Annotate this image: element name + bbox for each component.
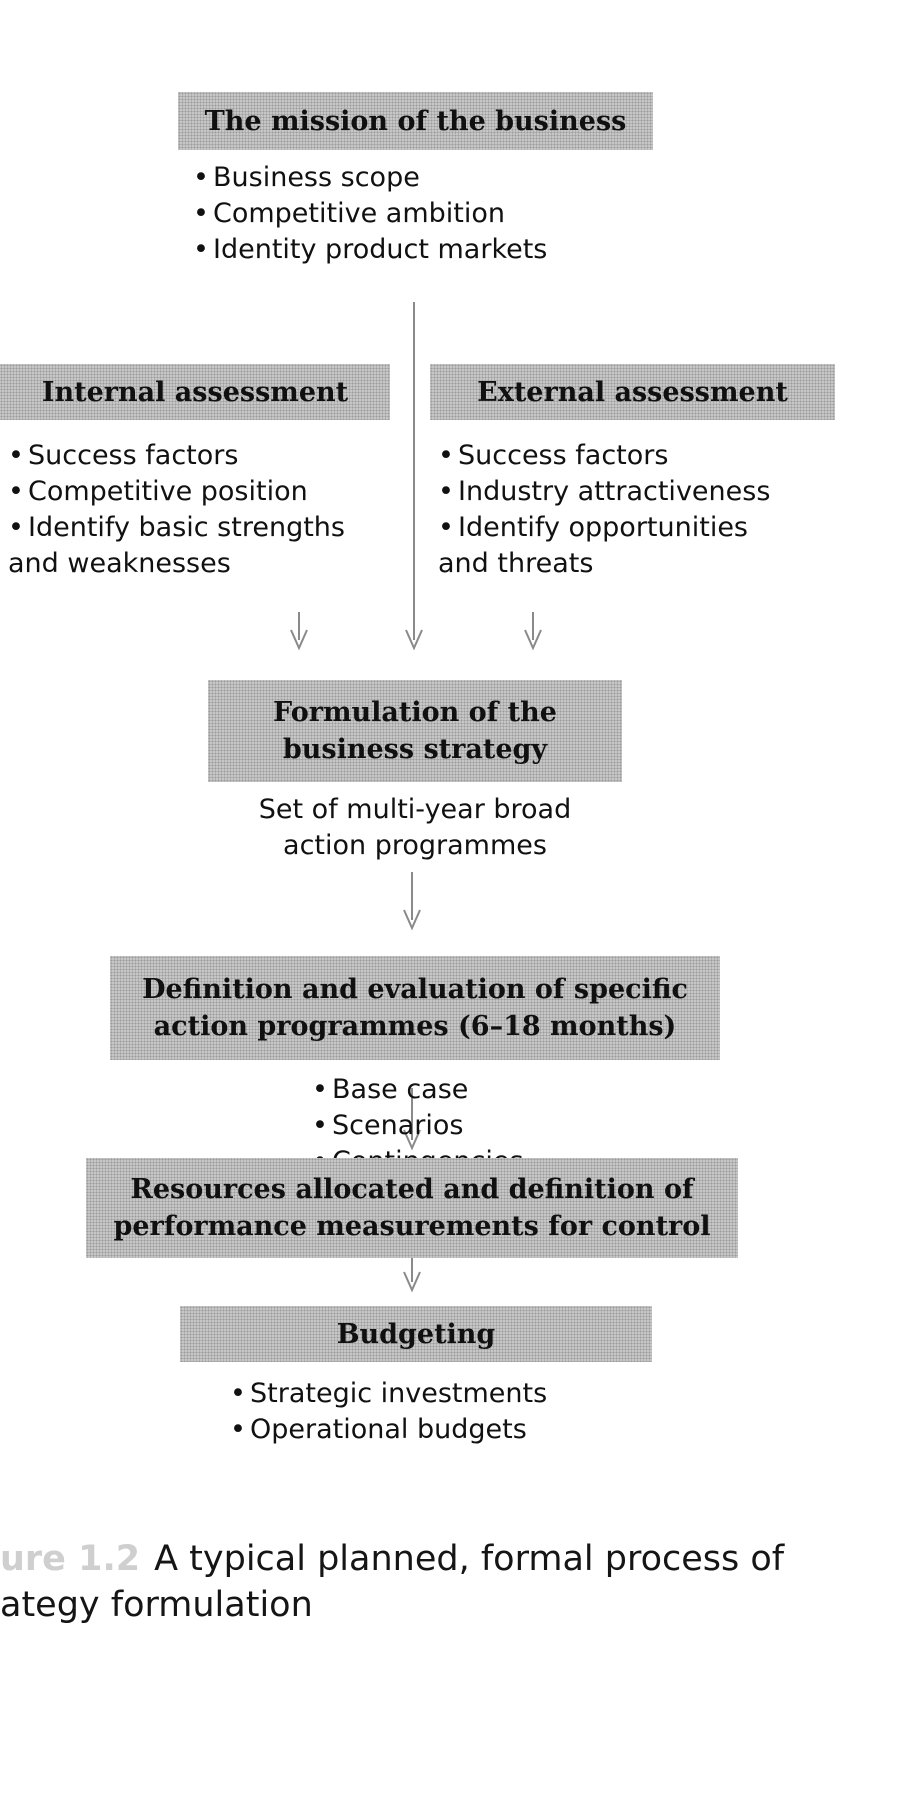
list-item: • Success factors [8, 440, 239, 471]
mission-title: The mission of the business [204, 105, 627, 137]
internal-list [8, 438, 345, 582]
list-item: • Business scope [193, 162, 420, 193]
caption-text-line-2: ategy formulation [0, 1585, 313, 1625]
budgeting-list [230, 1376, 547, 1448]
definition-box [110, 956, 720, 1060]
internal-assessment-title: Internal assessment [41, 376, 349, 408]
list-item-continuation: and threats [438, 548, 594, 579]
list-item: • Scenarios [312, 1110, 464, 1141]
list-item: • Strategic investments [230, 1378, 548, 1409]
figure-caption [0, 1536, 784, 1628]
budgeting-title: Budgeting [336, 1318, 496, 1350]
mission-list [193, 160, 547, 268]
definition-title-line-2: action programmes (6–18 months) [153, 1011, 677, 1042]
list-item: • Success factors [438, 440, 669, 471]
list-item: • Identity product markets [193, 234, 548, 265]
formulation-title-line-1: Formulation of the [273, 697, 557, 728]
external-list [438, 438, 770, 582]
list-item: • Base case [312, 1074, 469, 1105]
list-item-continuation: and weaknesses [8, 548, 231, 579]
formulation-box [208, 680, 622, 782]
internal-assessment-box [0, 364, 390, 420]
formulation-title-line-2: business strategy [282, 734, 548, 765]
caption-text: A typical planned, formal process of [154, 1539, 785, 1579]
list-item: • Competitive position [8, 476, 308, 507]
list-item: • Industry attractiveness [438, 476, 771, 507]
formulation-description: Set of multi-year broad action programmes [258, 794, 572, 861]
list-item: • Competitive ambition [193, 198, 505, 229]
list-item: • Identify opportunities [438, 512, 748, 543]
figure-number: ure 1.2 [0, 1539, 141, 1579]
list-item: • Operational budgets [230, 1414, 527, 1445]
external-assessment-title: External assessment [477, 376, 788, 408]
resources-title-line-2: performance measurements for control [113, 1211, 711, 1242]
resources-title-line-1: Resources allocated and definition of [130, 1174, 694, 1205]
budgeting-box [180, 1306, 652, 1362]
mission-box [178, 92, 653, 150]
list-item: • Identify basic strengths [8, 512, 345, 543]
definition-title-line-1: Definition and evaluation of specific [142, 974, 688, 1005]
resources-box [86, 1158, 738, 1258]
external-assessment-box [430, 364, 835, 420]
